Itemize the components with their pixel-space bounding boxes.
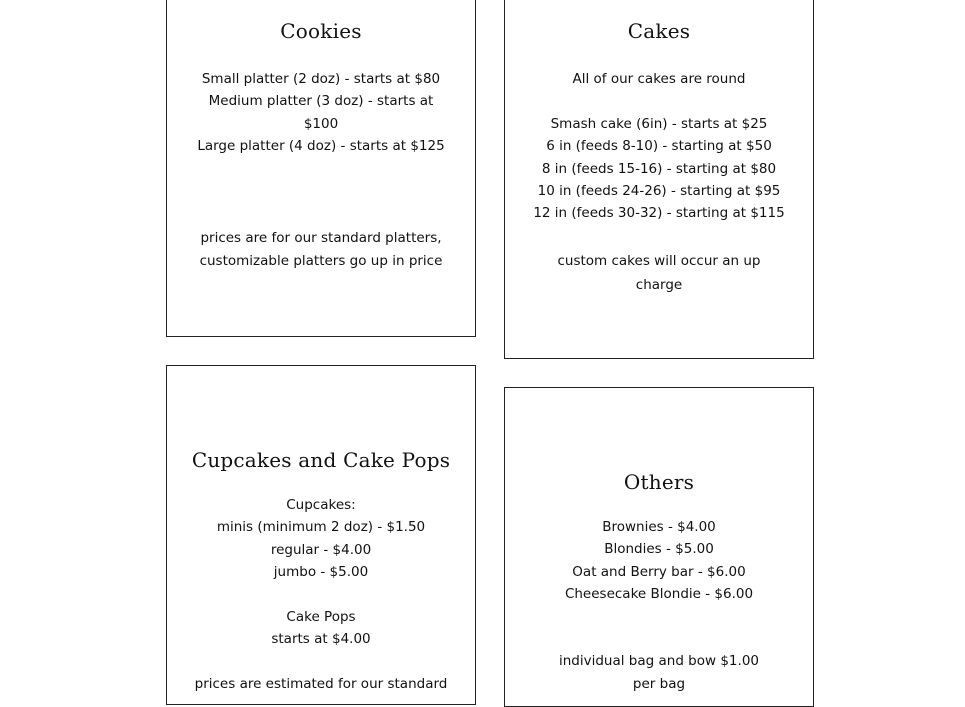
cookies-title: Cookies	[280, 19, 362, 43]
spacer	[167, 584, 475, 606]
cupcakes-item-minis: minis (minimum 2 doz) - $1.50	[216, 519, 426, 536]
cookies-item-small: Small platter (2 doz) - starts at $80	[201, 71, 441, 87]
cupcakes-note: prices are estimated for our standard	[194, 676, 448, 693]
cookies-price-list	[167, 68, 475, 158]
others-item-oat-berry: Oat and Berry bar - $6.00	[572, 563, 746, 580]
cakes-intro: All of our cakes are round	[572, 71, 746, 87]
cookies-item-medium: Medium platter (3 doz) - starts at $100	[208, 93, 434, 132]
others-item-brownies: Brownies - $4.00	[602, 519, 716, 535]
others-price-list	[505, 516, 813, 606]
cakes-note	[505, 249, 813, 297]
others-item-cheesecake-blondie: Cheesecake Blondie - $6.00	[564, 586, 754, 603]
cakepops-price: starts at $4.00	[271, 631, 371, 648]
cupcakes-item-regular: regular - $4.00	[270, 541, 372, 558]
cakes-card	[504, 0, 814, 359]
others-item-blondies: Blondies - $5.00	[604, 541, 714, 558]
cakes-title: Cakes	[627, 19, 691, 43]
cakes-item-8in: 8 in (feeds 15-16) - starting at $80	[541, 160, 777, 177]
others-note-text: individual bag and bow $1.00 per bag	[558, 653, 759, 692]
cakes-item-12in: 12 in (feeds 30-32) - starting at $115	[533, 205, 785, 222]
cakes-note-text: custom cakes will occur an up charge	[557, 253, 761, 293]
spacer	[505, 90, 813, 112]
cakes-item-smash: Smash cake (6in) - starts at $25	[550, 115, 768, 132]
cakes-item-6in: 6 in (feeds 8-10) - starting at $50	[546, 138, 772, 155]
others-card	[504, 387, 814, 707]
cookies-note	[167, 227, 475, 273]
cookies-item-large: Large platter (4 doz) - starts at $125	[197, 138, 445, 155]
cupcakes-heading: Cupcakes:	[286, 497, 356, 513]
cupcakes-title: Cupcakes and Cake Pops	[191, 448, 451, 472]
spacer	[167, 651, 475, 673]
others-note	[505, 650, 813, 696]
cakes-item-10in: 10 in (feeds 24-26) - starting at $95	[537, 183, 781, 200]
cupcakes-item-jumbo: jumbo - $5.00	[273, 564, 369, 581]
cakes-price-list	[505, 68, 813, 225]
cookies-note-text: prices are for our standard platters, customizable platters go up in price	[199, 230, 443, 269]
cupcakes-price-list	[167, 494, 475, 696]
cupcakes-card	[166, 365, 476, 705]
others-title: Others	[623, 470, 695, 494]
cakepops-heading: Cake Pops	[286, 609, 356, 626]
cookies-card	[166, 0, 476, 337]
